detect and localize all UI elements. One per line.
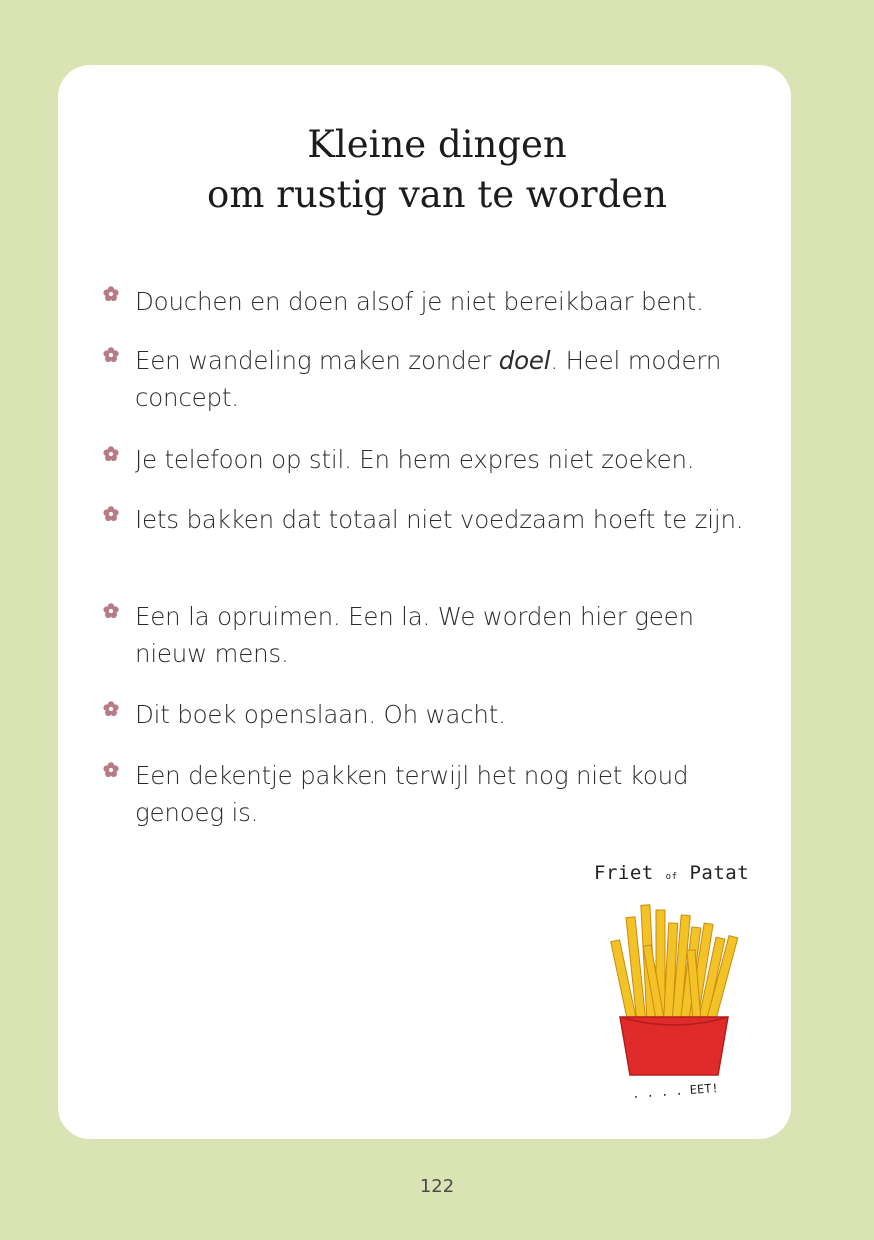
list-item-text: [135, 342, 745, 416]
list-item-text-emphasis: doel: [498, 346, 551, 375]
illustration-bottom-text: . . . . EET!: [631, 1080, 720, 1102]
flower-icon: [102, 505, 120, 523]
list-item-text: Je telefoon op stil. En hem expres niet zoeken.: [135, 445, 695, 474]
title-line-2: om rustig van te worden: [207, 173, 667, 216]
caption-friet: Friet: [594, 862, 654, 884]
flower-icon: [102, 285, 120, 303]
page-title: [0, 120, 874, 220]
list-item-text-after: . Heel modern concept.: [135, 346, 722, 412]
list-item-text: Een dekentje pakken terwijl het nog niet koud genoeg is.: [135, 761, 689, 827]
page-number: 122: [419, 1176, 455, 1197]
fries-icon: [590, 865, 760, 1115]
caption-of: of: [665, 872, 678, 882]
list-item-text-before: Een wandeling maken zonder: [135, 346, 499, 375]
list-item-text: Een la opruimen. Een la. We worden hier geen nieuw mens.: [135, 602, 694, 668]
caption-patat: Patat: [689, 862, 750, 884]
list-item-text: Douchen en doen alsof je niet bereikbaar bent.: [135, 287, 704, 316]
flower-icon: [102, 761, 120, 779]
flower-icon: [102, 445, 120, 463]
flower-icon: [102, 346, 120, 364]
list-item-text: Dit boek openslaan. Oh wacht.: [135, 700, 506, 729]
flower-icon: [102, 602, 120, 620]
title-line-1: Kleine dingen: [307, 123, 567, 166]
flower-icon: [102, 700, 120, 718]
list-item-text: Iets bakken dat totaal niet voedzaam hoeft te zijn.: [135, 505, 744, 534]
